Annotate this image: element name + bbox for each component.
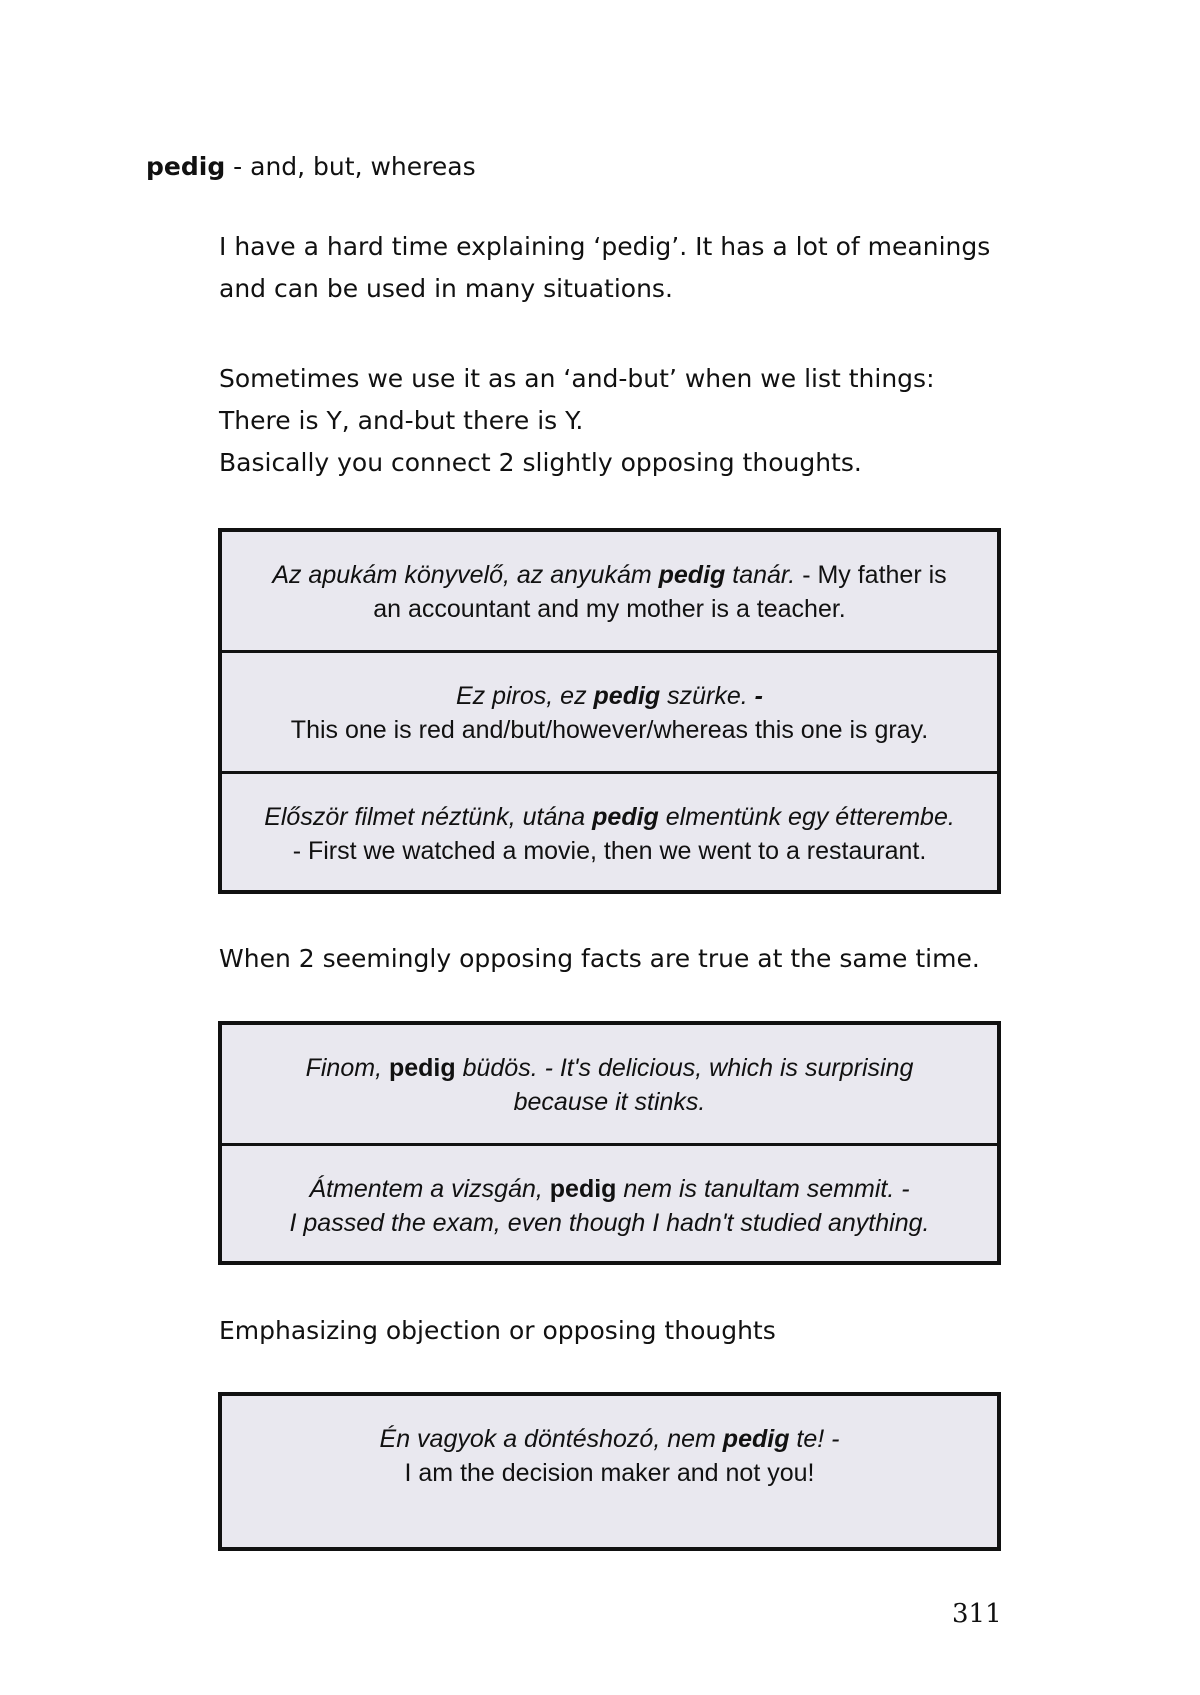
example-hungarian-line — [242, 800, 977, 834]
example-table-and-but — [218, 528, 1001, 894]
example-cell — [222, 1396, 997, 1547]
example-hungarian-text: elmentünk egy étterembe. — [658, 803, 955, 831]
example-cell — [222, 774, 997, 890]
usage-line: Emphasizing objection or opposing thoughts — [219, 1316, 776, 1345]
example-hungarian-line — [242, 1051, 977, 1085]
usage-line: There is Y, and-but there is Y. — [219, 406, 584, 435]
example-hungarian-text: Ez piros, ez — [455, 682, 594, 710]
example-hungarian-text: tanár. — [725, 561, 796, 589]
example-keyword: pedig — [722, 1425, 790, 1453]
example-dash: - — [747, 682, 764, 710]
example-cell — [222, 1146, 997, 1261]
example-hungarian-text: büdös. - It's delicious, which is surprising — [455, 1054, 914, 1082]
example-hungarian-text: Finom, — [305, 1054, 389, 1082]
example-table-objection — [218, 1392, 1001, 1551]
example-keyword: pedig — [658, 561, 726, 589]
example-english-line: I passed the exam, even though I hadn't studied anything. — [289, 1209, 930, 1237]
usage-paragraph-opposing-facts — [219, 938, 1009, 980]
example-keyword: pedig — [593, 682, 661, 710]
example-hungarian-text: Én vagyok a döntéshozó, nem — [379, 1425, 723, 1453]
example-hungarian-text: Az apukám könyvelő, az anyukám — [272, 561, 659, 589]
heading-term: pedig — [146, 152, 226, 181]
example-hungarian-line — [242, 679, 977, 713]
example-keyword: pedig — [592, 803, 659, 831]
example-english-line: - First we watched a movie, then we went to a restaurant. — [292, 837, 927, 865]
intro-line: I have a hard time explaining ‘pedig’. It has a lot of meanings — [219, 232, 991, 261]
example-cell — [222, 1025, 997, 1146]
example-english-line: an accountant and my mother is a teacher. — [373, 595, 846, 623]
example-english-line: This one is red and/but/however/whereas this one is gray. — [290, 716, 929, 744]
usage-line: Basically you connect 2 slightly opposing thoughts. — [219, 448, 862, 477]
example-hungarian-text: nem is tanultam semmit. - — [616, 1175, 910, 1203]
example-hungarian-line — [242, 558, 977, 592]
example-english-line: I am the decision maker and not you! — [404, 1459, 815, 1487]
example-hungarian-text: Átmentem a vizsgán, — [309, 1175, 550, 1203]
usage-line: When 2 seemingly opposing facts are true at the same time. — [219, 944, 980, 973]
example-english-line: because it stinks. — [513, 1088, 706, 1116]
example-keyword: pedig — [549, 1175, 617, 1203]
section-heading — [146, 150, 476, 184]
example-hungarian-text: Először filmet néztünk, utána — [264, 803, 593, 831]
example-table-opposing-facts — [218, 1021, 1001, 1265]
intro-paragraph — [219, 226, 1009, 310]
example-hungarian-text: szürke. — [660, 682, 748, 710]
example-english-text: - My father is — [795, 561, 947, 589]
usage-paragraph-and-but — [219, 358, 1009, 484]
example-cell — [222, 653, 997, 774]
example-cell — [222, 532, 997, 653]
example-keyword: pedig — [388, 1054, 456, 1082]
usage-line: Sometimes we use it as an ‘and-but’ when we list things: — [219, 364, 935, 393]
page-number: 311 — [952, 1599, 1002, 1629]
heading-gloss: - and, but, whereas — [225, 152, 476, 181]
intro-line: and can be used in many situations. — [219, 274, 673, 303]
example-hungarian-line — [242, 1172, 977, 1206]
example-hungarian-text: te! - — [789, 1425, 840, 1453]
example-hungarian-line — [242, 1422, 977, 1456]
usage-paragraph-objection — [219, 1310, 1009, 1352]
